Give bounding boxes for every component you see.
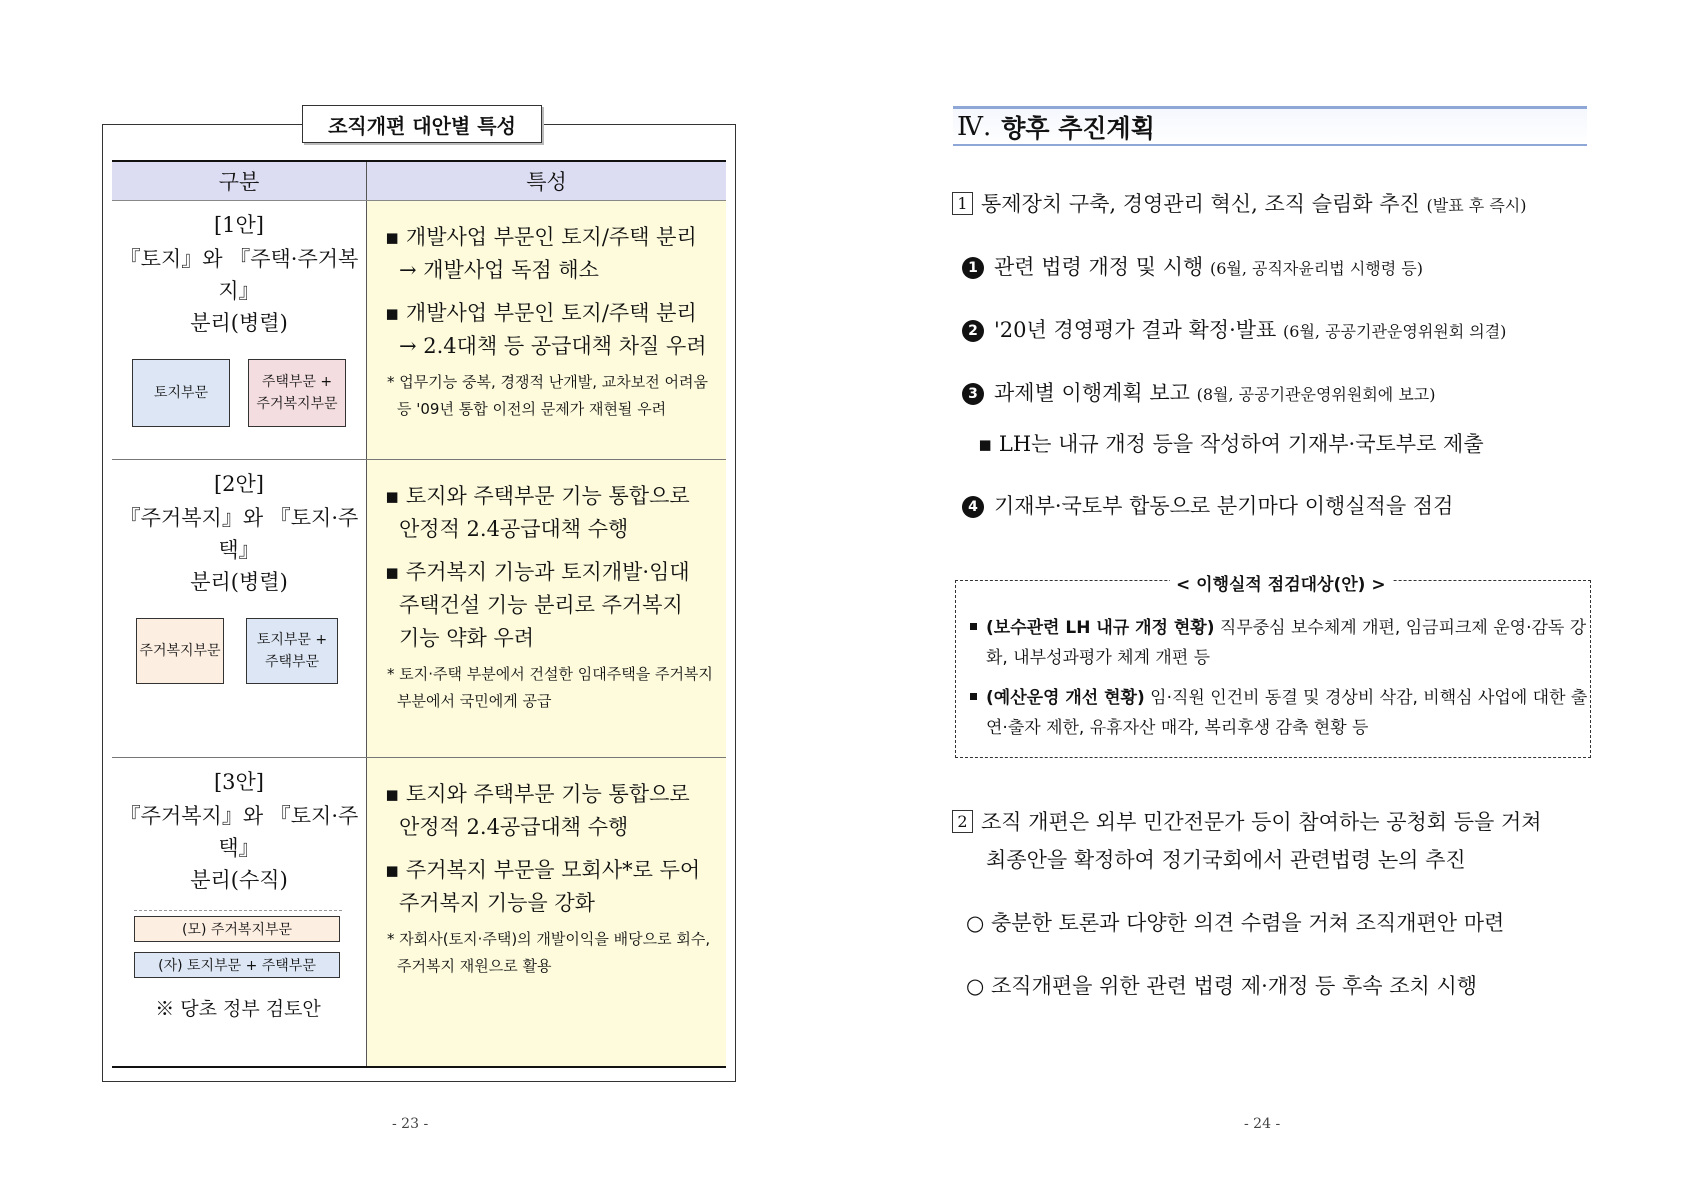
sub-item-small: (8월, 공공기관운영위원회에 보고): [1196, 385, 1436, 404]
feature-bullet: ▪ 개발사업 부문인 토지/주택 분리 → 개발사업 독점 해소: [385, 225, 697, 282]
plan-number: [2안]: [213, 472, 265, 496]
number-circle-icon: 4: [962, 496, 984, 518]
item-1: [952, 188, 1526, 218]
sub-item: [962, 251, 1423, 281]
item-2: [952, 806, 1542, 836]
plan-name-line2: 분리(병렬): [190, 570, 288, 594]
item-number: 1: [952, 192, 973, 215]
circle-item: ○ 충분한 토론과 다양한 의견 수렴을 거쳐 조직개편안 마련: [966, 911, 1505, 935]
page-number: - 24 -: [1244, 1116, 1281, 1132]
org-box: (모) 주거복지부문: [134, 916, 340, 942]
org-box: 주택부문 + 주거복지부문: [248, 359, 346, 427]
sub-item-small: (6월, 공공기관운영위원회 의결): [1283, 322, 1507, 341]
item-text: 통제장치 구축, 경영관리 혁신, 조직 슬림화 추진: [981, 192, 1420, 216]
org-box: 주거복지부문: [136, 618, 224, 684]
inspection-item-text: 직무중심 보수체계 개편, 임금피크제 운영·감독 강화, 내부성과평가 체계 개편 등: [986, 618, 1587, 668]
item-text-line2: 최종안을 확정하여 정기국회에서 관련법령 논의 추진: [986, 848, 1466, 872]
inspection-item-text: 임·직원 인건비 동결 및 경상비 삭감, 비핵심 사업에 대한 출연·출자 제한, 유휴자산 매각, 복리후생 감축 현황 등: [986, 688, 1588, 738]
frame-title: 조직개편 대안별 특성: [302, 105, 542, 143]
chapter-title: [953, 106, 1587, 146]
plan-name-line1: 『주거복지』와 『토지·주택』: [119, 804, 359, 860]
plan-number: [1안]: [213, 213, 265, 237]
org-box: 토지부문 + 주택부문: [246, 618, 338, 684]
sub-dot-item: ▪ LH는 내규 개정 등을 작성하여 기재부·국토부로 제출: [978, 432, 1484, 456]
inspection-item: [970, 683, 1594, 743]
sub-item: [962, 314, 1506, 344]
feature-note: * 자회사(토지·주택)의 개발이익을 배당으로 회수, 주거복지 재원으로 활용: [387, 930, 711, 975]
sub-item-text: 과제별 이행계획 보고: [994, 381, 1190, 405]
chapter-roman: Ⅳ.: [957, 111, 992, 142]
plan-name-line1: 『토지』와 『주택·주거복지』: [119, 247, 359, 303]
feature-bullet: ▪ 토지와 주택부문 기능 통합으로 안정적 2.4공급대책 수행: [385, 484, 690, 541]
inspection-box-title: < 이행실적 점검대상(안) >: [1170, 570, 1392, 595]
sub-item: [962, 377, 1435, 407]
sub-item-text: '20년 경영평가 결과 확정·발표: [994, 318, 1277, 342]
inspection-item-bold: (보수관련 LH 내규 개정 현황): [986, 618, 1215, 638]
item-text-line1: 조직 개편은 외부 민간전문가 등이 참여하는 공청회 등을 거쳐: [981, 810, 1542, 834]
item-number: 2: [952, 810, 973, 833]
sub-item-text: 관련 법령 개정 및 시행: [994, 255, 1204, 279]
plan-name-line1: 『주거복지』와 『토지·주택』: [119, 506, 359, 562]
plan-name-line2: 분리(수직): [190, 868, 288, 892]
page-number: - 23 -: [392, 1116, 429, 1132]
inspection-item: [970, 613, 1594, 673]
sub-item-small: (6월, 공직자윤리법 시행령 등): [1209, 259, 1423, 278]
number-circle-icon: 2: [962, 320, 984, 342]
header-features: 특성: [367, 161, 727, 201]
chapter-title-text: 향후 추진계획: [1001, 113, 1155, 143]
feature-bullet: ▪ 주거복지 부문을 모회사*로 두어 주거복지 기능을 강화: [385, 858, 701, 915]
inspection-item-bold: (예산운영 개선 현황): [986, 688, 1145, 708]
feature-bullet: ▪ 주거복지 기능과 토지개발·임대 주택건설 기능 분리로 주거복지 기능 약화 우려: [385, 560, 690, 650]
plan-number: [3안]: [213, 770, 265, 794]
square-bullet-icon: [970, 623, 977, 630]
plan-name-line2: 분리(병렬): [190, 311, 288, 335]
header-gubun: 구분: [112, 161, 367, 201]
item-small: (발표 후 즉시): [1426, 196, 1527, 215]
feature-bullet: ▪ 개발사업 부문인 토지/주택 분리 → 2.4대책 등 공급대책 차질 우려: [385, 301, 707, 358]
feature-note: * 토지·주택 부분에서 건설한 임대주택을 주거복지 부분에서 국민에게 공급: [387, 665, 713, 710]
inspection-box: [955, 575, 1591, 758]
org-box: 토지부문: [132, 359, 230, 427]
number-circle-icon: 3: [962, 383, 984, 405]
square-bullet-icon: [970, 693, 977, 700]
sub-item: [962, 490, 1453, 520]
circle-item: ○ 조직개편을 위한 관련 법령 제·개정 등 후속 조치 시행: [966, 974, 1478, 998]
org-box: (자) 토지부문 + 주택부문: [134, 952, 340, 978]
feature-bullet: ▪ 토지와 주택부문 기능 통합으로 안정적 2.4공급대책 수행: [385, 782, 690, 839]
feature-note: * 업무기능 중복, 경쟁적 난개발, 교차보전 어려움 등 '09년 통합 이전의 문제가 재현될 우려: [387, 373, 708, 418]
gov-review-note: ※ 당초 정부 검토안: [155, 998, 321, 1020]
number-circle-icon: 1: [962, 257, 984, 279]
sub-item-text: 기재부·국토부 합동으로 분기마다 이행실적을 점검: [994, 494, 1454, 518]
